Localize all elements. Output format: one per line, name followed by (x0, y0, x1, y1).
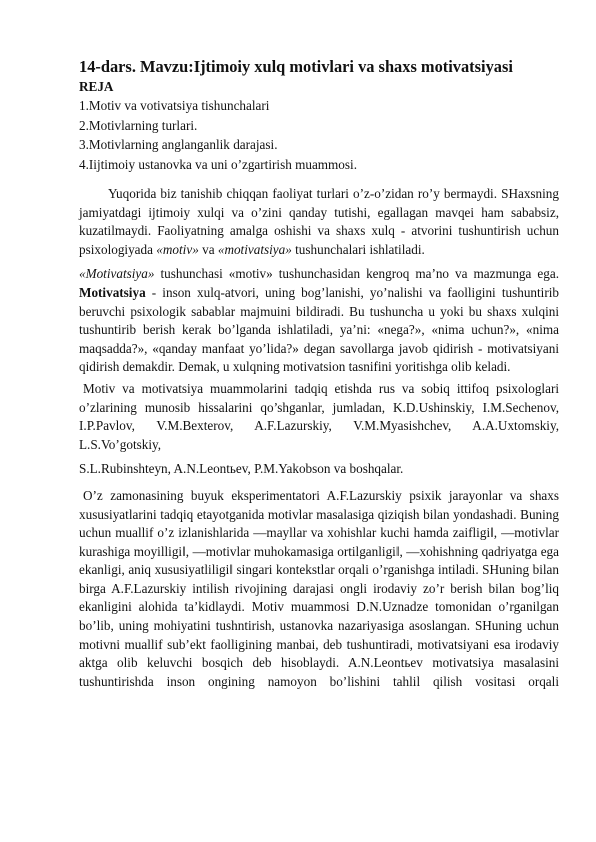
paragraph-motivation-definition: «Motivatsiya» tushunchasi «motiv» tushunchasidan kengroq ma’no va mazmunga ega. Motivatsiya - inson xulq-atvori, uning bog’lanishi, yo’nalishi va faolligini tushuntirib beruvchi psixologik sabablar majmuini bildiradi. Bu tushuncha u yoki bu shaxs xulqini tushuntirib berish kerak bo’lganda ishlatiladi, ya’ni: «nega?», «nima uchun?», «nima maqsadda?», «qanday manfaat yo’lida?» degan savollarga javob qidirish - motivatsiyani qidirish demakdir. Demak, u xulqning motivatsion tasnifini yoritishga olib keladi. (79, 266, 559, 375)
plan-heading: REJA (79, 79, 114, 94)
plan-item: 1.Motiv va votivatsiya tishunchalari (79, 98, 270, 113)
paragraph-intro: Yuqorida biz tanishib chiqqan faoliyat turlari o’z-o’zidan ro’y bermaydi. SHaxsning jamiyatdagi ijtimoiy xulqi va o’zini qanday tutishi, egallagan mavqei ham sababsiz, kuzatilmaydi. Faoliyatning amalga oshishi va shaxs xulq - atvorini tushuntirish uchun psixologiyada «motiv» va «motivatsiya» tushunchalari ishlatiladi. (79, 186, 559, 257)
lesson-body (79, 185, 559, 691)
paragraph-researchers-continued: S.L.Rubinshteyn, A.N.Leontьev, P.M.Yakobson va boshqalar. (79, 461, 404, 477)
plan-list (79, 96, 559, 174)
paragraph-lazurskiy: O’z zamonasining buyuk eksperimentatori A.F.Lazurskiy psixik jarayonlar va shaxs xususiyatlarini tadqiq etayotganida motivlar masalasiga qiziqish bilan yondashadi. Buning uchun muallif o’z izlanishlarida ―mayllar va xohishlar kuchi hamda zaifligi‖, ―motivlar kurashiga moyilligi‖, ―motivlar muhokamasiga ortilganligi‖, ―xohishning qadriyatga ega ekanligi, aniq xususiyatliligi‖ singari kontekstlar orqali o’rganishga intiladi. SHuning bilan birga A.F.Lazurskiy intilish rivojining darajasi ongli irodaviy zo’r berish bilan bog’liq ekanligini alohida ta’kidlaydi. Motiv muammosi D.N.Uznadze tomonidan o’rganilgan bo’lib, uning mohiyatini tushntirish, ustanovka nazariyasiga asoslangan. SHuning uchun motivni muallif sub’ekt faolligining manbai, deb tushuntiradi, motivatsiyani esa irodaviy aktga olib keluvchi bosqich deb hisoblaydi. A.N.Leontьev motivatsiya masalasini tushuntirishda inson ongining namoyon bo’lishini tahlil qilish vositasi orqali (79, 487, 559, 689)
plan-item: 4.Iijtimoiy ustanovka va uni o’zgartirish muammosi. (79, 156, 357, 172)
paragraph-researchers: Motiv va motivatsiya muammolarini tadqiq etishda rus va sobiq ittifoq psixologlari o’zlarining munosib hissalarini qo’shganlar, jumladan, K.D.Ushinskiy, I.M.Sechenov, I.P.Pavlov, V.M.Bexterov, A.F.Lazurskiy, V.M.Myasishchev, A.A.Uxtomskiy, L.S.Vo’gotskiy, (79, 380, 559, 452)
plan-item: 2.Motivlarning turlari. (79, 117, 198, 133)
plan-item: 3.Motivlarning anglanganlik darajasi. (79, 137, 278, 152)
lesson-title: 14-dars. Mavzu:Ijtimoiy xulq motivlari va shaxs motivatsiyasi (79, 57, 513, 76)
